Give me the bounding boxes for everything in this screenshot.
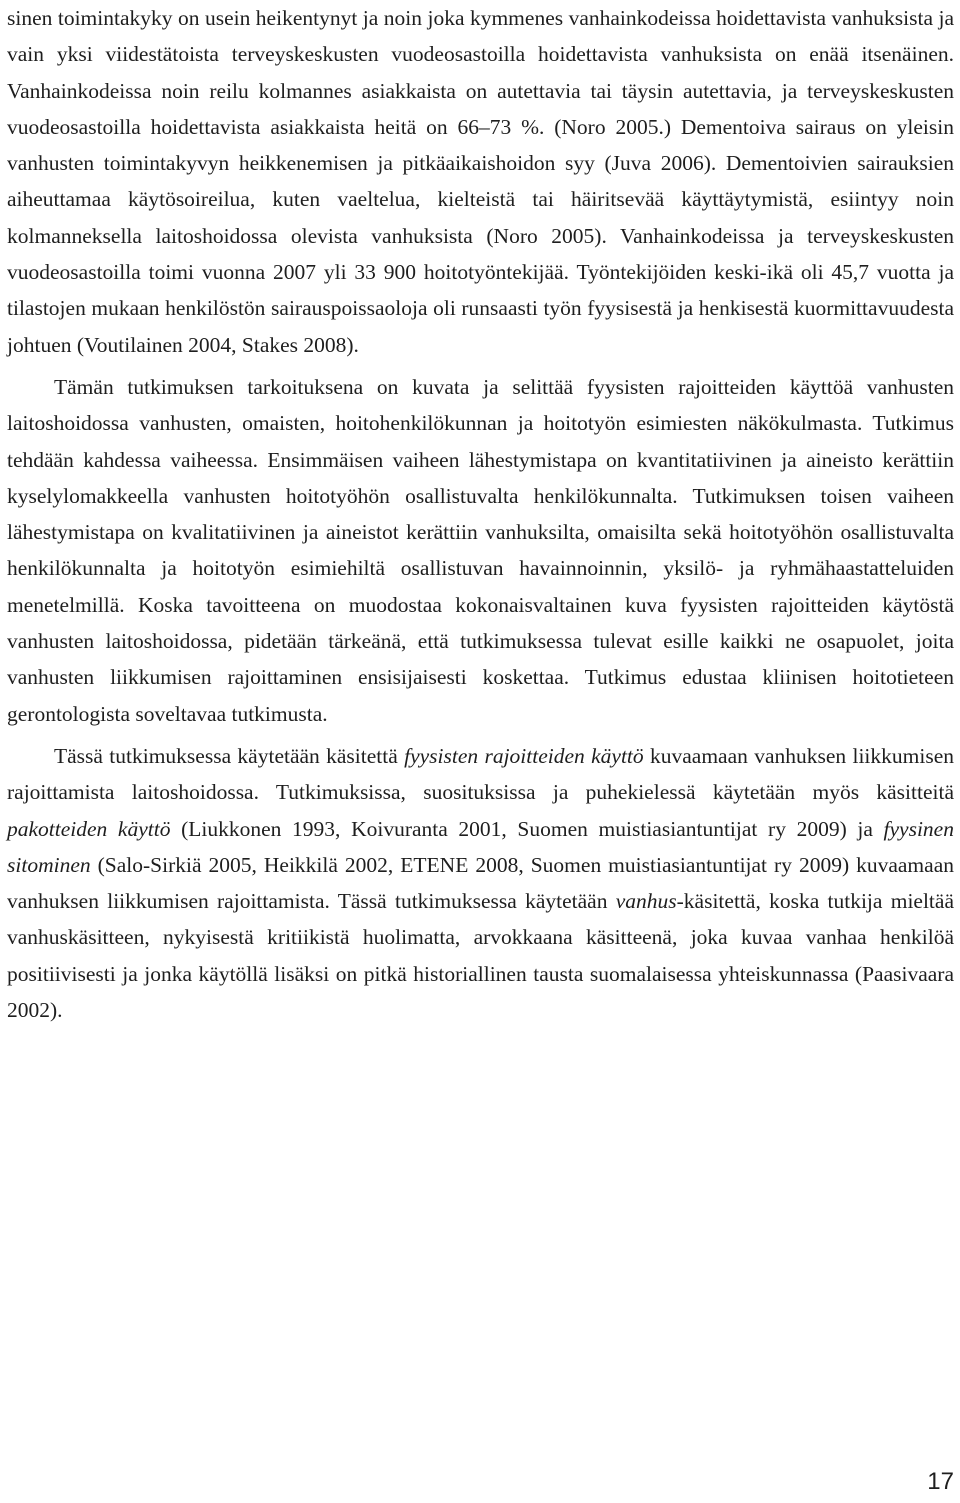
term-fyysisten-rajoitteiden-kaytto: fyysisten rajoitteiden käyttö — [404, 743, 644, 768]
paragraph-3 — [7, 738, 954, 1028]
paragraph-3-text-4: (Salo-Sirkiä 2005, Heikkilä 2002, ETENE 2008, Suomen muistiasiantuntijat ry 2009) kuvaamaan vanhuksen liikkumisen rajoittamista. Tässä tutkimuksessa käytetään — [7, 852, 954, 914]
paragraph-1 — [7, 0, 954, 363]
paragraph-3-text-3: (Liukkonen 1993, Koivuranta 2001, Suomen muistiasiantuntijat ry 2009) ja — [170, 816, 884, 841]
paragraph-1-text: sinen toimintakyky on usein heikentynyt ja noin joka kymmenes vanhainkodeissa hoidettavista vanhuksista ja vain yksi viidestätoista terveyskeskusten vuodeosastoilla hoidettavista vanhuksista on enää itsenäinen. Vanhainkodeissa noin reilu kolmannes asiakkaista on autettavia tai täysin autettavia, ja terveyskeskusten vuodeosastoilla hoidettavista asiakkaista heitä on 66–73 %. (Noro 2005.) Dementoiva sairaus on yleisin vanhusten toimintakyvyn heikkenemisen ja pitkäaikaishoidon syy (Juva 2006). Dementoivien sairauksien aiheuttamaa käytösoireilua, kuten vaeltelua, kielteistä tai häiritsevää käyttäytymistä, esiintyy noin kolmanneksella laitoshoidossa olevista vanhuksista (Noro 2005). Vanhainkodeissa ja terveyskeskusten vuodeosastoilla toimi vuonna 2007 yli 33 900 hoitotyöntekijää. Työntekijöiden keski-ikä oli 45,7 vuotta ja tilastojen mukaan henkilöstön sairauspoissaoloja oli runsaasti työn fyysisestä ja henkisestä kuormittavuudesta johtuen (Voutilainen 2004, Stakes 2008). — [7, 6, 954, 357]
paragraph-2 — [7, 369, 954, 732]
paragraph-3-text-5: -käsitettä, koska tutkija mieltää vanhuskäsitteen, nykyisestä kritiikistä huolimatta, arvokkaana käsitteenä, joka kuvaa vanhaa henkilöä positiivisesti ja jonka käytöllä lisäksi on pitkä historiallinen tausta suomalaisessa yhteiskunnassa (Paasivaara 2002). — [7, 889, 954, 1023]
page-number: 17 — [927, 1468, 954, 1495]
paragraph-3-text-1: Tässä tutkimuksessa käytetään käsitettä — [54, 743, 405, 768]
term-pakotteiden-kaytto: pakotteiden käyttö — [7, 816, 171, 841]
page-body — [7, 0, 954, 1034]
paragraph-2-text: Tämän tutkimuksen tarkoituksena on kuvata ja selittää fyysisten rajoitteiden käyttöä vanhusten laitoshoidossa vanhusten, omaisten, hoitohenkilökunnan ja hoitotyön esimiesten näkökulmasta. Tutkimus tehdään kahdessa vaiheessa. Ensimmäisen vaiheen lähestymistapa on kvantitatiivinen ja aineisto kerättiin kyselylomakkeella vanhusten hoitotyöhön osallistuvalta henkilökunnalta. Tutkimuksen toisen vaiheen lähestymistapa on kvalitatiivinen ja aineistot kerättiin vanhuksilta, omaisilta sekä hoitotyöhön osallistuvalta henkilökunnalta ja hoitotyön esimiehiltä osallistuvan havainnoinnin, yksilö- ja ryhmähaastatteluiden menetelmillä. Koska tavoitteena on muodostaa kokonaisvaltainen kuva fyysisten rajoitteiden käytöstä vanhusten laitoshoidossa, pidetään tärkeänä, että tutkimuksessa tulevat esille kaikki ne osapuolet, joita vanhusten liikkumisen rajoittaminen ensisijaisesti koskettaa. Tutkimus edustaa kliinisen hoitotieteen gerontologista soveltavaa tutkimusta. — [7, 374, 954, 726]
term-fyysinen-sitominen: fyysinen sitominen — [7, 816, 954, 877]
term-vanhus: vanhus — [615, 889, 677, 914]
paragraph-3-text-2: kuvaamaan vanhuksen liikkumisen rajoittamista laitoshoidossa. Tutkimuksissa, suosituksissa ja puhekielessä käytetään myös käsitteitä — [7, 743, 955, 805]
